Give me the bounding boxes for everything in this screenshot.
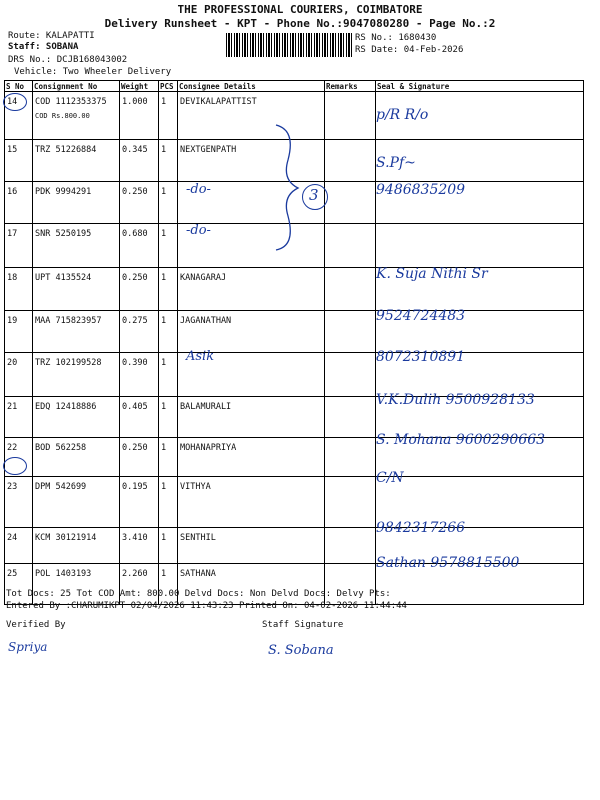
- row-remarks: [325, 140, 376, 182]
- row-pcs-text: 1: [161, 145, 167, 155]
- col-pcs: PCS: [159, 81, 178, 92]
- rs-number: RS No.: 1680430: [355, 33, 437, 43]
- row-pcs-text: 1: [161, 402, 167, 412]
- entered-line: Entered By :CHARUMIKPT 02/04/2026 11:43:23 Printed On: 04-02-2026 11:44:44: [6, 601, 407, 611]
- row-weight-text: 0.250: [122, 443, 148, 453]
- table-row: [5, 477, 584, 528]
- handwritten-name: Asik: [186, 349, 215, 364]
- vehicle: Vehicle: Two Wheeler Delivery: [14, 67, 172, 77]
- row-consignee: [178, 311, 325, 353]
- row-remarks: [325, 528, 376, 564]
- row-sno-text: 25: [7, 569, 18, 579]
- cod-amount: COD Rs.800.00: [35, 112, 90, 120]
- handwritten-name: -do-: [186, 223, 211, 238]
- row-consignment: [33, 224, 120, 268]
- brace-number: 3: [309, 186, 319, 204]
- handwritten-signature: Sathan 9578815500: [376, 555, 520, 571]
- col-weight: Weight: [120, 81, 159, 92]
- row-pcs: [159, 268, 178, 311]
- row-consignee-text: MOHANAPRIYA: [180, 443, 237, 453]
- table-header-row: [5, 81, 584, 92]
- row-pcs: [159, 140, 178, 182]
- row-remarks: [325, 224, 376, 268]
- row-consignee: [178, 528, 325, 564]
- row-weight-text: 0.275: [122, 316, 148, 326]
- row-pcs-text: 1: [161, 443, 167, 453]
- table-row: [5, 311, 584, 353]
- row-remarks: [325, 268, 376, 311]
- row-weight-text: 0.195: [122, 482, 148, 492]
- row-consignment: [33, 438, 120, 477]
- row-weight: [120, 140, 159, 182]
- row-sno: [5, 140, 33, 182]
- row-sno-text: 14: [7, 97, 18, 107]
- row-sno: [5, 353, 33, 397]
- row-pcs-text: 1: [161, 533, 167, 543]
- row-consignment-text: MAA 715823957: [35, 316, 102, 326]
- table-row: [5, 353, 584, 397]
- row-consignee-text: NEXTGENPATH: [180, 145, 237, 155]
- row-sno-text: 17: [7, 229, 18, 239]
- handwritten-signature: K. Suja Nithi Sr: [376, 266, 488, 282]
- row-pcs-text: 1: [161, 316, 167, 326]
- row-consignee: [178, 397, 325, 438]
- row-weight: [120, 528, 159, 564]
- row-weight-text: 3.410: [122, 533, 148, 543]
- row-remarks: [325, 92, 376, 140]
- col-remarks: Remarks: [325, 81, 376, 92]
- row-consignment-text: KCM 30121914: [35, 533, 97, 543]
- row-sno: [5, 224, 33, 268]
- staff-signature: S. Sobana: [268, 643, 334, 658]
- row-remarks: [325, 182, 376, 224]
- row-sno: [5, 268, 33, 311]
- table-row: [5, 268, 584, 311]
- row-weight: [120, 397, 159, 438]
- row-sno-text: 15: [7, 145, 18, 155]
- row-sno-text: 16: [7, 187, 18, 197]
- row-sno: [5, 182, 33, 224]
- row-weight: [120, 268, 159, 311]
- row-weight-text: 0.250: [122, 273, 148, 283]
- row-weight-text: 0.345: [122, 145, 148, 155]
- rs-date: RS Date: 04-Feb-2026: [355, 45, 464, 55]
- row-pcs: [159, 311, 178, 353]
- row-weight: [120, 353, 159, 397]
- row-consignee: [178, 438, 325, 477]
- staff-signature-label: Staff Signature: [262, 620, 344, 630]
- route: Route: KALAPATTI: [8, 31, 95, 41]
- circle-mark-23: [3, 457, 27, 475]
- row-weight-text: 0.680: [122, 229, 148, 239]
- row-sno-text: 23: [7, 482, 18, 492]
- row-consignment: [33, 92, 120, 140]
- row-pcs: [159, 477, 178, 528]
- row-consignment-text: DPM 542699: [35, 482, 87, 492]
- row-consignee-text: VITHYA: [180, 482, 211, 492]
- row-sno: [5, 528, 33, 564]
- circle-mark-14: [3, 93, 27, 111]
- row-weight: [120, 182, 159, 224]
- row-weight-text: 0.250: [122, 187, 148, 197]
- row-sno-text: 22: [7, 443, 18, 453]
- row-consignment-text: EDQ 12418886: [35, 402, 97, 412]
- row-consignee-text: DEVIKALAPATTIST: [180, 97, 257, 107]
- row-weight-text: 0.390: [122, 358, 148, 368]
- row-weight: [120, 477, 159, 528]
- handwritten-signature: 9486835209: [376, 182, 466, 198]
- row-consignment-text: COD 1112353375: [35, 97, 107, 107]
- row-weight-text: 1.000: [122, 97, 148, 107]
- row-pcs: [159, 438, 178, 477]
- row-consignment-text: TRZ 51226884: [35, 145, 97, 155]
- totals-line: Tot Docs: 25 Tot COD Amt: 800.00 Delvd Docs: Non Delvd Docs: Delvy Pts:: [6, 589, 391, 599]
- row-weight-text: 0.405: [122, 402, 148, 412]
- handwritten-signature: S.Pf~: [376, 155, 416, 171]
- row-consignment: [33, 353, 120, 397]
- row-remarks: [325, 477, 376, 528]
- row-sno: [5, 397, 33, 438]
- handwritten-signature: p/R R/o: [376, 107, 429, 123]
- row-pcs-text: 1: [161, 273, 167, 283]
- row-consignee: [178, 477, 325, 528]
- row-remarks: [325, 311, 376, 353]
- row-pcs-text: 1: [161, 569, 167, 579]
- row-seal: [376, 224, 584, 268]
- handwritten-signature: 9524724483: [376, 308, 466, 324]
- staff: Staff: SOBANA: [8, 42, 79, 52]
- row-consignment: [33, 397, 120, 438]
- row-consignee-text: SENTHIL: [180, 533, 216, 543]
- row-pcs-text: 1: [161, 229, 167, 239]
- handwritten-name: -do-: [186, 182, 211, 197]
- row-pcs: [159, 397, 178, 438]
- row-consignment: [33, 182, 120, 224]
- row-pcs-text: 1: [161, 187, 167, 197]
- row-remarks: [325, 353, 376, 397]
- row-consignment: [33, 528, 120, 564]
- row-consignment-text: UPT 4135524: [35, 273, 92, 283]
- handwritten-signature: 8072310891: [376, 349, 466, 365]
- row-remarks: [325, 397, 376, 438]
- row-consignment: [33, 477, 120, 528]
- row-pcs: [159, 353, 178, 397]
- row-consignee-text: JAGANATHAN: [180, 316, 232, 326]
- col-seal: Seal & Signature: [376, 81, 584, 92]
- row-consignee-text: KANAGARAJ: [180, 273, 227, 283]
- handwritten-signature: V.K.Dulih 9500928133: [376, 392, 535, 408]
- runsheet-title: Delivery Runsheet - KPT - Phone No.:9047080280 - Page No.:2: [104, 17, 496, 30]
- verified-by-label: Verified By: [6, 620, 66, 630]
- row-pcs-text: 1: [161, 482, 167, 492]
- company-name: THE PROFESSIONAL COURIERS, COIMBATORE: [177, 3, 423, 16]
- row-sno-text: 20: [7, 358, 18, 368]
- row-sno-text: 18: [7, 273, 18, 283]
- row-weight: [120, 92, 159, 140]
- row-sno-text: 21: [7, 402, 18, 412]
- row-weight-text: 2.260: [122, 569, 148, 579]
- row-pcs: [159, 92, 178, 140]
- row-remarks: [325, 438, 376, 477]
- drs-number: DRS No.: DCJB168043002: [8, 55, 128, 65]
- row-consignee-text: BALAMURALI: [180, 402, 232, 412]
- col-consignee: Consignee Details: [178, 81, 325, 92]
- handwritten-signature: 9842317266: [376, 520, 466, 536]
- col-sno: S No: [5, 81, 33, 92]
- row-consignment-text: TRZ 102199528: [35, 358, 102, 368]
- row-weight: [120, 311, 159, 353]
- row-pcs: [159, 224, 178, 268]
- row-weight: [120, 224, 159, 268]
- row-consignment-text: PDK 9994291: [35, 187, 92, 197]
- row-pcs-text: 1: [161, 97, 167, 107]
- row-pcs-text: 1: [161, 358, 167, 368]
- verified-signature: Spriya: [8, 640, 48, 654]
- row-consignment-text: BOD 562258: [35, 443, 87, 453]
- row-consignment-text: POL 1403193: [35, 569, 92, 579]
- handwritten-signature: C/N: [376, 470, 404, 486]
- row-sno: [5, 477, 33, 528]
- row-consignment: [33, 268, 120, 311]
- row-weight: [120, 438, 159, 477]
- row-consignment: [33, 311, 120, 353]
- row-sno-text: 19: [7, 316, 18, 326]
- row-consignee-text: SATHANA: [180, 569, 216, 579]
- barcode-image: [226, 33, 352, 57]
- row-pcs: [159, 528, 178, 564]
- row-consignment-text: SNR 5250195: [35, 229, 92, 239]
- row-consignee: [178, 268, 325, 311]
- row-pcs: [159, 182, 178, 224]
- row-sno-text: 24: [7, 533, 18, 543]
- row-sno: [5, 311, 33, 353]
- col-consignment: Consignment No: [33, 81, 120, 92]
- handwritten-signature: S. Mohana 9600290663: [376, 432, 546, 448]
- row-consignment: [33, 140, 120, 182]
